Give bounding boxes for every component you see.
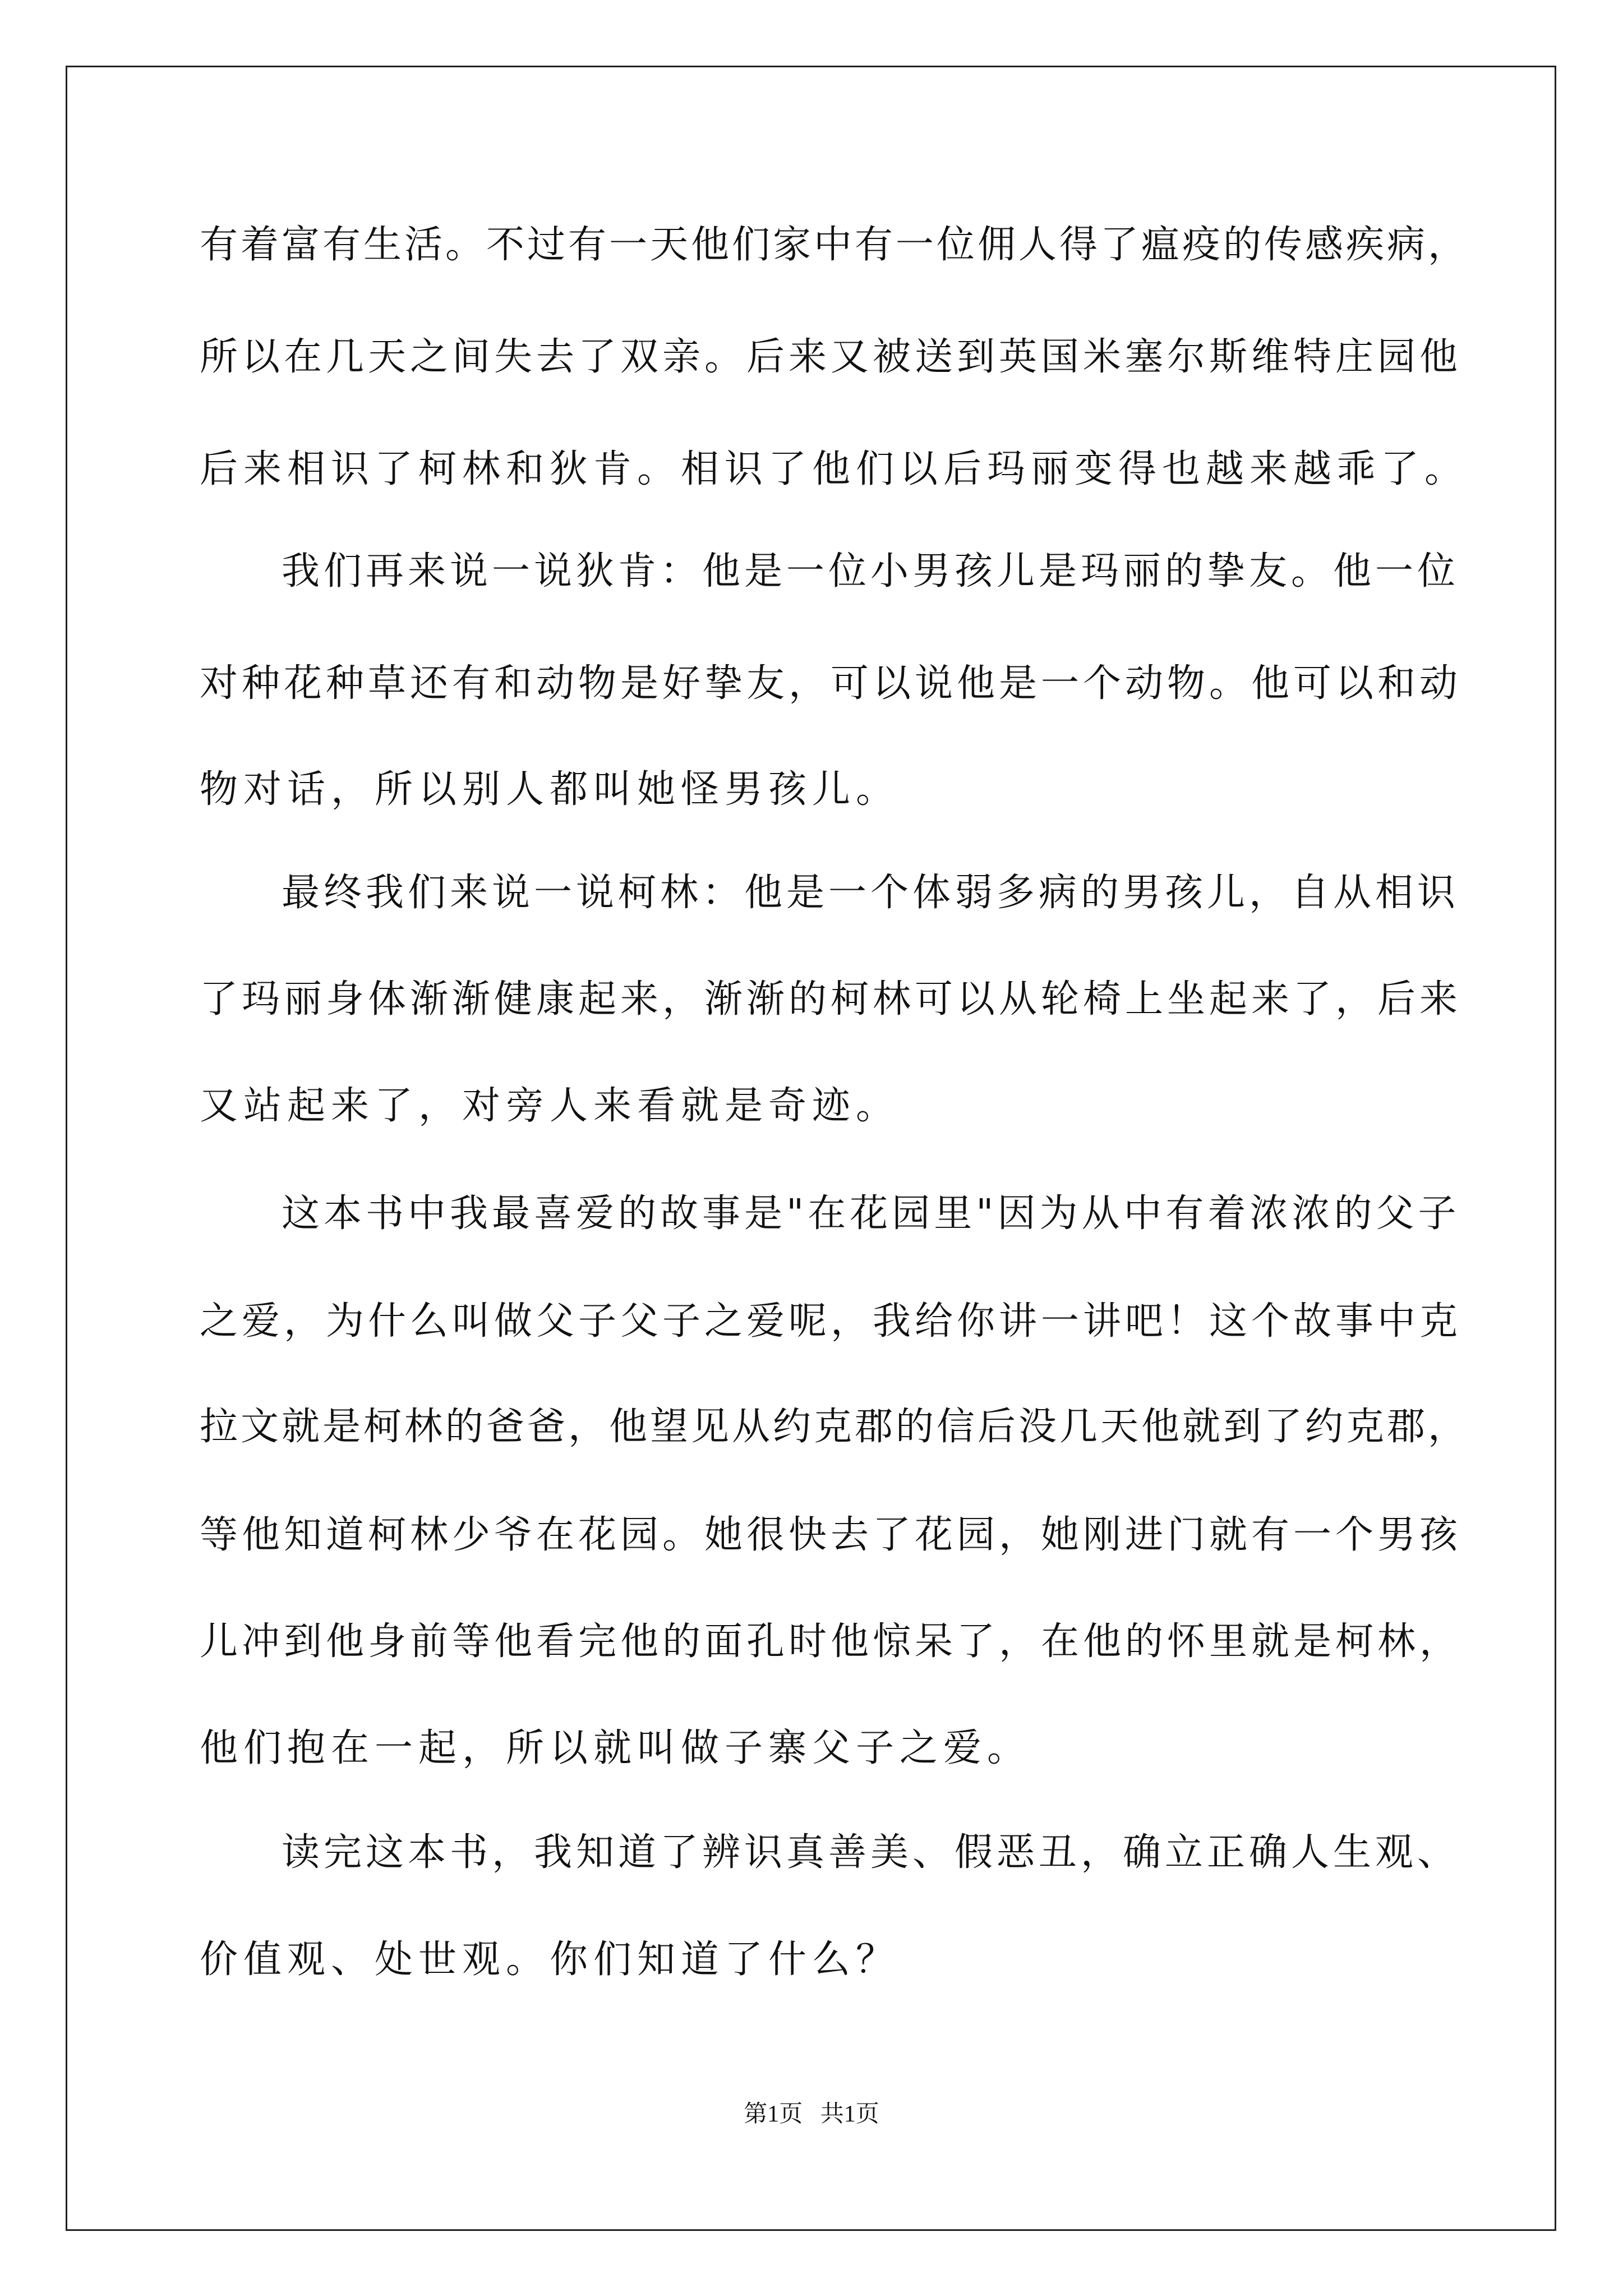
text-line: 又站起来了，对旁人来看就是奇迹。 xyxy=(200,1084,900,1128)
text-line: 他们抱在一起，所以就叫做子寨父子之爱。 xyxy=(200,1726,1031,1770)
page-border xyxy=(66,66,1556,2231)
text-line: 后来相识了柯林和狄肯。相识了他们以后玛丽变得也越来越乖了。 xyxy=(200,447,1469,491)
text-line: 最终我们来说一说柯林：他是一个体弱多病的男孩儿，自从相识 xyxy=(282,871,1460,915)
text-line: 这本书中我最喜爱的故事是"在花园里"因为从中有着浓浓的父子 xyxy=(282,1191,1460,1236)
page-footer: 第1页 共1页 xyxy=(744,2101,879,2127)
text-line: 价值观、处世观。你们知道了什么？ xyxy=(200,1938,900,1982)
text-line: 有着富有生活。不过有一天他们家中有一位佣人得了瘟疫的传感疾病， xyxy=(200,223,1469,267)
text-line: 对种花种草还有和动物是好挚友，可以说他是一个动物。他可以和动 xyxy=(200,661,1462,706)
text-line: 了玛丽身体渐渐健康起来，渐渐的柯林可以从轮椅上坐起来了，后来 xyxy=(200,977,1462,1022)
text-line: 物对话，所以别人都叫她怪男孩儿。 xyxy=(200,767,900,812)
text-line: 拉文就是柯林的爸爸，他望见从约克郡的信后没几天他就到了约克郡， xyxy=(200,1405,1469,1449)
text-line: 儿冲到他身前等他看完他的面孔时他惊呆了，在他的怀里就是柯林， xyxy=(200,1619,1462,1664)
text-line: 读完这本书，我知道了辨识真善美、假恶丑，确立正确人生观、 xyxy=(282,1830,1460,1875)
text-line: 等他知道柯林少爷在花园。她很快去了花园，她刚进门就有一个男孩 xyxy=(200,1513,1462,1557)
text-line: 所以在几天之间失去了双亲。后来又被送到英国米塞尔斯维特庄园他 xyxy=(200,335,1462,379)
text-line: 之爱，为什么叫做父子父子之爱呢，我给你讲一讲吧！这个故事中克 xyxy=(200,1299,1462,1343)
text-line: 我们再来说一说狄肯：他是一位小男孩儿是玛丽的挚友。他一位 xyxy=(282,549,1460,593)
